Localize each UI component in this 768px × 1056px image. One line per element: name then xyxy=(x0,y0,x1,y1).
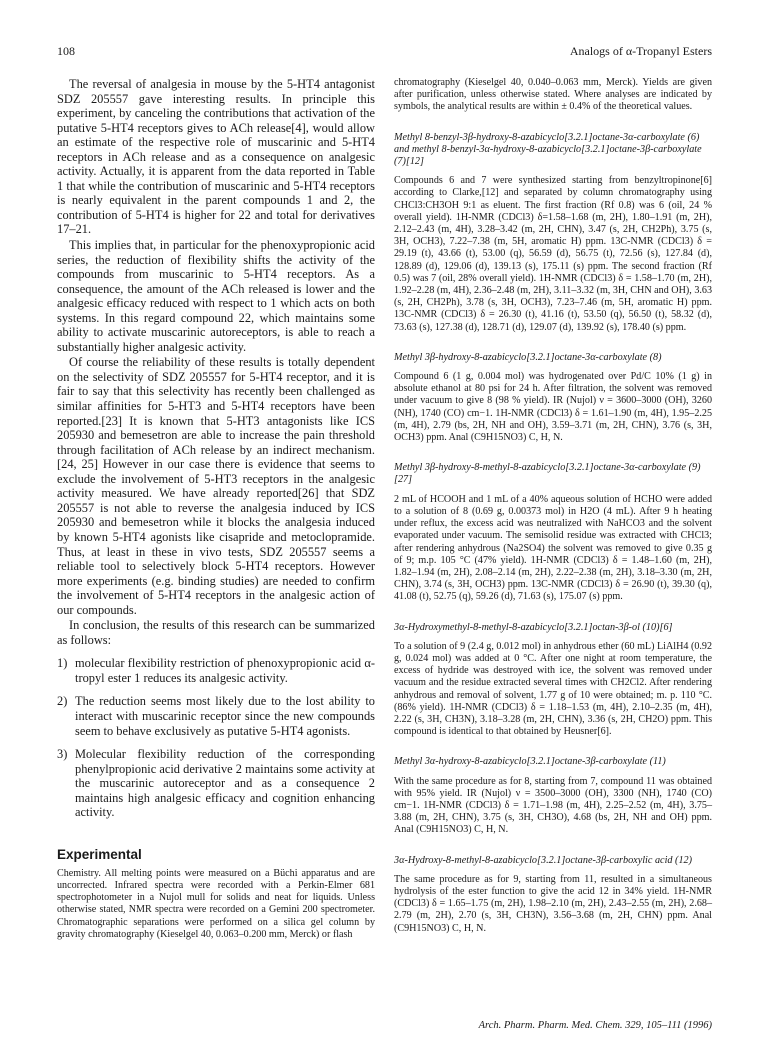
section xyxy=(394,622,712,739)
section-title: Methyl 3α-hydroxy-8-azabicyclo[3.2.1]octane-3β-carboxylate (11) xyxy=(394,756,666,768)
section-body: Compounds 6 and 7 were synthesized starting from benzyltropinone[6] according to Clarke,[12] and separated by column chromatography using CHCl3:CH3OH 9:1 as eluent. The first fraction (Rf 0.8) was 6 (oil, 24 % overall yield). 1H-NMR (CDCl3) δ=1.58–1.68 (m, 2H), 1.80–1.91 (m, 2H), 2.12–2.43 (m, 4H), 3.28–3.42 (m, 2H, CHN), 3.47 (s, 2H, CH2Ph), 3.75 (s, 3H, OCH3), 7.22–7.38 (m, 5H, aromatic H) ppm. 13C-NMR (CDCl3) δ = 29.19 (t), 43.66 (t), 53.00 (q), 56.59 (d), 56.75 (t), 72.56 (s), 127.84 (d), 128.89 (d), 129.06 (d), 139.13 (s), 175.11 (s) ppm. The second fraction (Rf 0.5) was 7 (oil, 28% overall yield). 1H-NMR (CDCl3) δ = 1.58–1.70 (m, 2H), 1.92–2.28 (m, 4H), 2.36–2.48 (m, 2H), 3.11–3.32 (m, 3H, CHN and OH), 3.63 (s, 2H, CH2Ph), 3.78 (s, 3H, OCH3), 7.23–7.46 (m, 5H, aromatic H) ppm. 13C-NMR (CDCl3) δ = 26.30 (t), 41.16 (t), 53.50 (q), 56.50 (t), 58.32 (d), 73.63 (s), 127.38 (d), 128.71 (d), 129.07 (d), 139.92 (s), 178.40 (s) ppm. xyxy=(394,175,712,333)
section-title: Methyl 3β-hydroxy-8-azabicyclo[3.2.1]octane-3α-carboxylate (8) xyxy=(394,351,662,363)
paragraph: In conclusion, the results of this research can be summarized as follows: xyxy=(57,618,375,647)
paragraph: The reversal of analgesia in mouse by the 5-HT4 antagonist SDZ 205557 gave interesting results. In principle this experiment, by canceling the contributions that activation of the putative 5-HT4 receptors gives to ACh release[4], would allow an estimate of the respective role of muscarinic and 5-HT4 receptors in ACh release and as a consequence on analgesic activity. Actually, it is apparent from the data reported in Table 1 that while the contribution of muscarinic and 5-HT4 receptors is nearly equivalent in the parent compounds 1 and 2, the contribution of 5-HT4 is higher for 22 and total for derivatives 17–21. xyxy=(57,77,375,237)
list-item xyxy=(57,747,375,820)
section xyxy=(394,352,712,444)
paragraph: This implies that, in particular for the phenoxypropionic acid series, the reduction of flexibility shifts the activity of the compounds from muscarinic to 5-HT4 receptors. As a consequence, the amount of the ACh released is lower and the analgesic efficacy reduced with respect to 1 which acts on both systems. In this regard compound 22, which maintains some ability to activate muscarinic autoreceptors, is able to reach a substantially higher analgesic activity. xyxy=(57,238,375,354)
experimental-heading: Experimental xyxy=(57,846,142,862)
section xyxy=(394,756,712,836)
section-title: Methyl 3β-hydroxy-8-methyl-8-azabicyclo[3.2.1]octane-3α-carboxylate (9)[27] xyxy=(394,462,701,486)
intro-text: chromatography (Kieselgel 40, 0.040–0.063 mm, Merck). Yields are given after purification, unless otherwise stated. Where analyses are indicated by symbols, the analytical results are within ± 0.4% of the theoretical values. xyxy=(394,77,712,113)
journal-citation: Arch. Pharm. Pharm. Med. Chem. 329, 105–111 (1996) xyxy=(478,1020,712,1031)
section xyxy=(394,855,712,935)
paragraph: Of course the reliability of these results is totally dependent on the selectivity of SDZ 205557 for 5-HT4 receptor, and it is fair to say that this selectivity has recently been challenged as similar affinities for 5-HT3 and 5-HT4 receptors have been reported.[23] It is known that 5-HT3 antagonists like ICS 205930 and bemesetron are able to increase the pain threshold through facilitation of ACh release by an indirect mechanism.[24, 25] However in our case there is evidence that seems to exclude the involvement of 5-HT3 receptors in the analgesic activity measured. We have already reported[26] that SDZ 205557 is not able to reverse the analgesia induced by ICS 205930 and bemesetron while it blocks the analgesia induced by known 5-HT4 agonists like cisapride and metoclopramide. Thus, at least in these in vivo tests, SDZ 205557 seems a reliable tool to selectively block 5-HT4 receptors. However more experiments (e.g. binding studies) are needed to confirm the involvement of 5-HT4 receptors in the analgesic action of our compounds. xyxy=(57,355,375,617)
section xyxy=(394,462,712,603)
right-column xyxy=(394,77,712,953)
running-title: Analogs of α-Tropanyl Esters xyxy=(569,44,712,58)
list-number: 1) xyxy=(57,656,68,671)
list-item xyxy=(57,656,375,685)
list-text: Molecular flexibility reduction of the corresponding phenylpropionic acid derivative 2 maintains some activity at the muscarinic autoreceptor and as a consequence 2 maintains high analgesic efficacy and cognition enhancing activity. xyxy=(75,747,375,820)
conclusion-list xyxy=(57,656,375,819)
list-text: The reduction seems most likely due to the lost ability to interact with muscarinic receptor since the new compounds seem to behave exclusively as putative 5-HT4 agonists. xyxy=(75,694,375,738)
list-text: molecular flexibility restriction of phenoxypropionic acid α-tropyl ester 1 reduces its analgesic activity. xyxy=(75,656,375,685)
section-title: 3α-Hydroxymethyl-8-methyl-8-azabicyclo[3.2.1]octan-3β-ol (10)[6] xyxy=(394,621,673,633)
list-number: 2) xyxy=(57,694,68,709)
section-body: With the same procedure as for 8, starting from 7, compound 11 was obtained with 95% yield. IR (Nujol) ν = 3500–3000 (OH), 3300 (NH), 1740 (CO) cm−1. 1H-NMR (CDCl3) δ = 1.71–1.98 (m, 4H), 2.25–2.52 (m, 4H), 3.75–3.88 (m, 2H, CHN), 3.75 (s, 3H, CH3O), 4.68 (bs, 2H, NH and OH) ppm. Anal (C9H15NO3) C, H, N. xyxy=(394,775,712,836)
list-number: 3) xyxy=(57,747,68,762)
experimental-text: Chemistry. All melting points were measured on a Büchi apparatus and are uncorrected. Infrared spectra were recorded with a Perkin-Elmer 681 spectrophotometer in a Nujol mull for solids and neat for liquids. Unless otherwise stated, NMR spectra were recorded on a Gemini 200 spectrometer. Chromatographic separations were performed on a silica gel column by gravity chromatography (Kieselgel 40, 0.063–0.200 mm, Merck) or flash xyxy=(57,867,375,940)
left-column xyxy=(57,77,375,941)
section-body: The same procedure as for 9, starting from 11, resulted in a simultaneous hydrolysis of the ester function to give the acid 12 in 34% yield. 1H-NMR (CDCl3) δ = 1.65–1.75 (m, 2H), 1.98–2.10 (m, 2H), 2.43–2.55 (m, 2H), 2.68–2.79 (m, 2H), 2.70 (s, 3H, CH3N), 3.56–3.68 (m, 2H, CHN) ppm. Anal (C9H15NO3) C, H, N. xyxy=(394,873,712,934)
section-body: 2 mL of HCOOH and 1 mL of a 40% aqueous solution of HCHO were added to a solution of 8 (0.69 g, 0.00373 mol) in H2O (4 mL). After 9 h heating under reflux, the excess acid was neutralized with NaHCO3 and the solvent evaporated under vacuum. The semisolid residue was extracted with CHCl3; after rendering anhydrous (Na2SO4) the solvent was removed to give 0.35 g of 9; m.p. 105 °C (47% yield). 1H-NMR (CDCl3) δ = 1.48–1.60 (m, 2H), 1.82–1.94 (m, 2H), 2.08–2.14 (m, 2H), 2.22–2.38 (m, 2H), 3.18–3.30 (m, 2H, CHN), 3.74 (s, 3H, OCH3) ppm. 13C-NMR (CDCl3) δ = 26.90 (t), 39.30 (q), 41.08 (t), 52.75 (q), 59.26 (d), 71.63 (s), 175.07 (s) ppm. xyxy=(394,493,712,603)
page-number: 108 xyxy=(57,44,75,58)
section-title: Methyl 8-benzyl-3β-hydroxy-8-azabicyclo[3.2.1]octane-3α-carboxylate (6) and methyl 8-benzyl-3α-hydroxy-8-azabicyclo[3.2.1]octane-3β-carboxylate (7)[12] xyxy=(394,131,702,168)
section-body: Compound 6 (1 g, 0.004 mol) was hydrogenated over Pd/C 10% (1 g) in absolute ethanol at 80 psi for 24 h. After filtration, the solvent was removed under vacuum to give 8 (98 % yield). IR (Nujol) ν = 3600–3000 (OH), 3260 (NH), 1740 (CO) cm−1. 1H-NMR (CDCl3) δ = 1.61–1.90 (m, 4H), 1.95–2.25 (m, 4H), 2.79 (bs, 2H, NH and OH), 3.59–3.71 (m, 2H, CHN), 3.76 (s, 3H, OCH3) ppm. Anal (C9H15NO3) C, H, N. xyxy=(394,371,712,444)
list-item xyxy=(57,694,375,738)
section-title: 3α-Hydroxy-8-methyl-8-azabicyclo[3.2.1]octane-3β-carboxylic acid (12) xyxy=(394,854,693,866)
section xyxy=(394,132,712,334)
section-body: To a solution of 9 (2.4 g, 0.012 mol) in anhydrous ether (60 mL) LiAlH4 (0.92 g, 0.024 mol) was added at 0 °C. After one night at room temperature, the excess of hydride was destroyed with ice, the solvent was removed under vacuum and the residue extracted several times with CH2Cl2. After rendering anhydrous and removal of solvent, 1.77 g of 10 were obtained; m. p. 110 °C. (86% yield). 1H-NMR (CDCl3) δ = 1.18–1.53 (m, 4H), 2.10–2.35 (m, 4H), 2.22 (s, 3H, CH3N), 3.18–3.28 (m, 2H, CHN), 3.36 (s, 2H, CH2O) ppm. This compound is identical to that obtained by Heusner[6]. xyxy=(394,640,712,738)
